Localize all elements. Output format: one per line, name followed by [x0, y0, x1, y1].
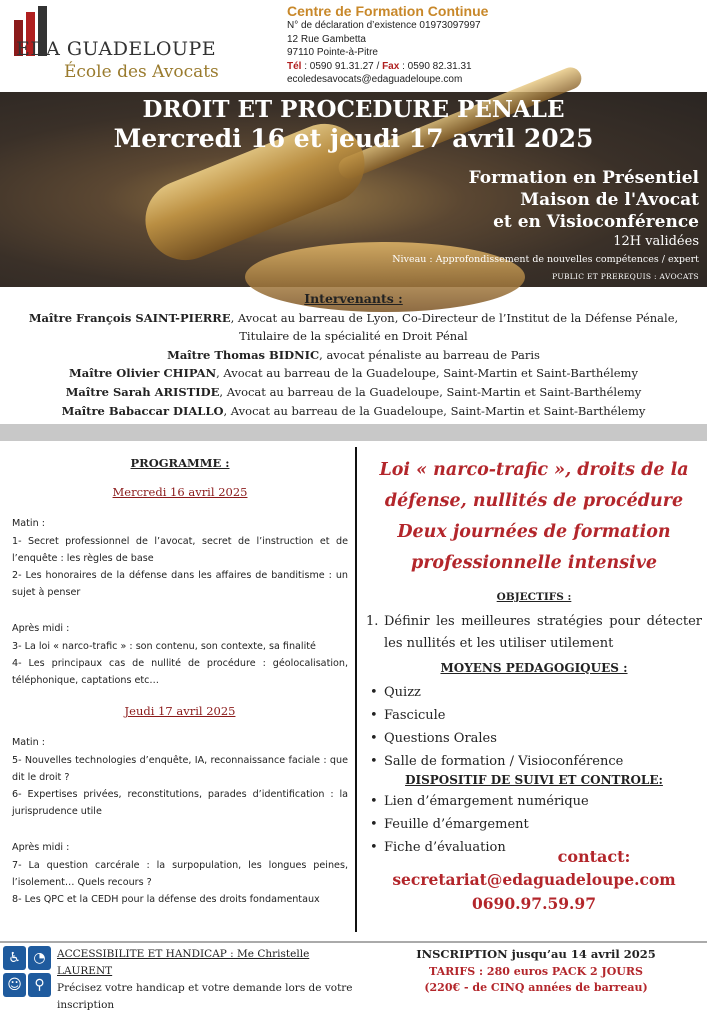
- banner-dates: Mercredi 16 et jeudi 17 avril 2025: [113, 124, 594, 153]
- inscription: [368, 947, 704, 996]
- right-column: [366, 455, 702, 913]
- programme-item: 1- Secret professionnel de l’avocat, secret de l’instruction et de l’enquête : les règles de base: [12, 535, 348, 564]
- intervenant-name: Maître Babaccar DIALLO: [61, 403, 224, 418]
- list-item: • Salle de formation / Visioconférence: [370, 750, 702, 773]
- intervenant-name: Maître François SAINT-PIERRE: [28, 310, 231, 325]
- moyens-list: [370, 681, 702, 773]
- day2-afternoon-label: Après midi :: [12, 842, 70, 854]
- fax-label: Fax: [382, 60, 400, 72]
- list-item: • Fiche d’évaluation: [370, 836, 702, 859]
- format-lieu: Maison de l'Avocat: [520, 190, 699, 210]
- email-link[interactable]: ecoledesavocats@edaguadeloupe.com: [287, 74, 463, 85]
- accessibility-icons: [3, 946, 53, 998]
- format-visio: et en Visioconférence: [493, 212, 699, 232]
- day1-morning-label: Matin :: [12, 518, 45, 530]
- blind-icon: ⚲: [28, 973, 51, 997]
- accessibility-text: Précisez votre handicap et votre demande lors de votre inscription: [57, 982, 353, 1011]
- declaration: N° de déclaration d’existence 01973097997: [287, 20, 481, 31]
- accessibility-heading: ACCESSIBILITE ET HANDICAP : Me Christelle LAURENT: [57, 948, 310, 977]
- tagline-line: Loi « narco-trafic », droits de la: [379, 460, 689, 480]
- intervenant-desc: , Avocat au barreau de Lyon, Co-Directeur de l’Institut de la Défense Pénale,: [230, 310, 679, 325]
- intervenant-line: [0, 346, 707, 365]
- programme-item: 6- Expertises privées, reconstitutions, parades d’identification : la jurisprudence utile: [12, 789, 348, 818]
- day2-title: Jeudi 17 avril 2025: [124, 704, 236, 719]
- intervenant-name: Maître Olivier CHIPAN: [69, 366, 217, 381]
- programme: [12, 455, 348, 908]
- intervenant-desc: , Avocat au barreau de la Guadeloupe, Saint-Martin et Saint-Barthélemy: [223, 403, 646, 418]
- intervenants: [0, 290, 707, 420]
- format-presentiel: Formation en Présentiel: [468, 168, 699, 188]
- suivi-title: DISPOSITIF DE SUIVI ET CONTROLE:: [405, 773, 663, 787]
- deaf-icon: ◔: [28, 946, 51, 970]
- tagline: [366, 455, 702, 579]
- programme-item: 2- Les honoraires de la défense dans les affaires de banditisme : un sujet à penser: [12, 570, 348, 599]
- logo: [6, 4, 221, 88]
- intervenant-desc: Titulaire de la spécialité en Droit Pénal: [239, 329, 468, 344]
- banner-title: DROIT ET PROCEDURE PENALE: [142, 96, 565, 123]
- list-item: • Lien d’émargement numérique: [370, 790, 702, 813]
- street: 12 Rue Gambetta: [287, 33, 366, 45]
- phone-fax: [287, 60, 527, 74]
- intervenant-name: Maître Sarah ARISTIDE: [65, 384, 220, 399]
- wheelchair-icon: ♿: [3, 946, 26, 970]
- intervenant-desc: , Avocat au barreau de la Guadeloupe, Saint-Martin et Saint-Barthélemy: [216, 366, 638, 381]
- accessibility-info: [57, 946, 357, 1014]
- level: Niveau : Approfondissement de nouvelles compétences / expert: [392, 254, 699, 265]
- programme-item: 5- Nouvelles technologies d’enquête, IA, reconnaissance faciale : que dit le droit ?: [12, 754, 348, 783]
- intervenant-line: [0, 364, 707, 383]
- programme-item: 8- Les QPC et la CEDH pour la défense des droits fondamentaux: [12, 894, 320, 906]
- day1-afternoon-label: Après midi :: [12, 623, 70, 635]
- day2-morning-label: Matin :: [12, 737, 45, 749]
- centre-info: [287, 3, 527, 87]
- tarifs: TARIFS : 280 euros PACK 2 JOURS: [429, 965, 643, 978]
- contact-email[interactable]: secretariat@edaguadeloupe.com: [392, 870, 676, 889]
- separator-band: [0, 424, 707, 441]
- day1-title: Mercredi 16 avril 2025: [112, 485, 248, 500]
- tagline-line: défense, nullités de procédure: [384, 491, 684, 511]
- intervenant-line: [0, 309, 707, 328]
- intervenants-heading: Intervenants :: [304, 291, 403, 306]
- contact-label: contact:: [557, 847, 631, 866]
- tagline-line: professionnelle intensive: [410, 553, 658, 573]
- list-item: • Fascicule: [370, 704, 702, 727]
- public-prerequis: PUBLIC ET PREREQUIS : AVOCATS: [552, 272, 699, 281]
- intervenant-desc: , avocat pénaliste au barreau de Paris: [319, 347, 540, 362]
- list-item: • Quizz: [370, 681, 702, 704]
- objectif-number: 1.: [366, 614, 379, 629]
- programme-item: 4- Les principaux cas de nullité de procédure : géolocalisation, téléphonique, captations etc…: [12, 657, 348, 687]
- contact-phone[interactable]: 0690.97.59.97: [471, 894, 597, 913]
- intervenant-name: Maître Thomas BIDNIC: [167, 347, 320, 362]
- programme-title: PROGRAMME :: [130, 456, 230, 470]
- tel-label: Tél: [287, 60, 302, 72]
- tagline-line: Deux journées de formation: [397, 522, 671, 542]
- logo-subtitle: École des Avocats: [64, 62, 219, 82]
- list-item: • Questions Orales: [370, 727, 702, 750]
- moyens-title: MOYENS PEDAGOGIQUES :: [440, 661, 628, 675]
- objectifs-title: OBJECTIFS :: [496, 591, 572, 603]
- cognitive-icon: ☺: [3, 973, 26, 997]
- city: 97110 Pointe-à-Pitre: [287, 47, 378, 58]
- tarifs-reduced: (220€ - de CINQ années de barreau): [424, 981, 648, 994]
- intervenant-line: [0, 383, 707, 402]
- logo-name: EDA GUADELOUPE: [16, 38, 217, 60]
- footer-rule: [0, 941, 707, 943]
- fax-value: : 0590 82.31.31: [399, 60, 472, 72]
- centre-title: Centre de Formation Continue: [287, 3, 489, 19]
- objectif-text: Définir les meilleures stratégies pour détecter les nullités et les utiliser utilement: [384, 614, 702, 651]
- intervenant-line: [0, 327, 707, 346]
- intervenant-desc: , Avocat au barreau de la Guadeloupe, Saint-Martin et Saint-Barthélemy: [219, 384, 642, 399]
- intervenant-line: [0, 402, 707, 421]
- objectif-item: [366, 611, 702, 655]
- list-item: • Feuille d’émargement: [370, 813, 702, 836]
- programme-item: 3- La loi « narco-trafic » : son contenu, son contexte, sa finalité: [12, 640, 316, 652]
- column-divider: [355, 447, 357, 932]
- header: [0, 0, 707, 92]
- programme-item: 7- La question carcérale : la surpopulation, les longues peines, l’isolement… Quels recours ?: [12, 859, 348, 888]
- tel-value: : 0590 91.31.27 /: [301, 60, 383, 72]
- banner: [0, 92, 707, 287]
- inscription-deadline: INSCRIPTION jusqu’au 14 avril 2025: [416, 947, 656, 961]
- hours-validated: 12H validées: [613, 234, 699, 249]
